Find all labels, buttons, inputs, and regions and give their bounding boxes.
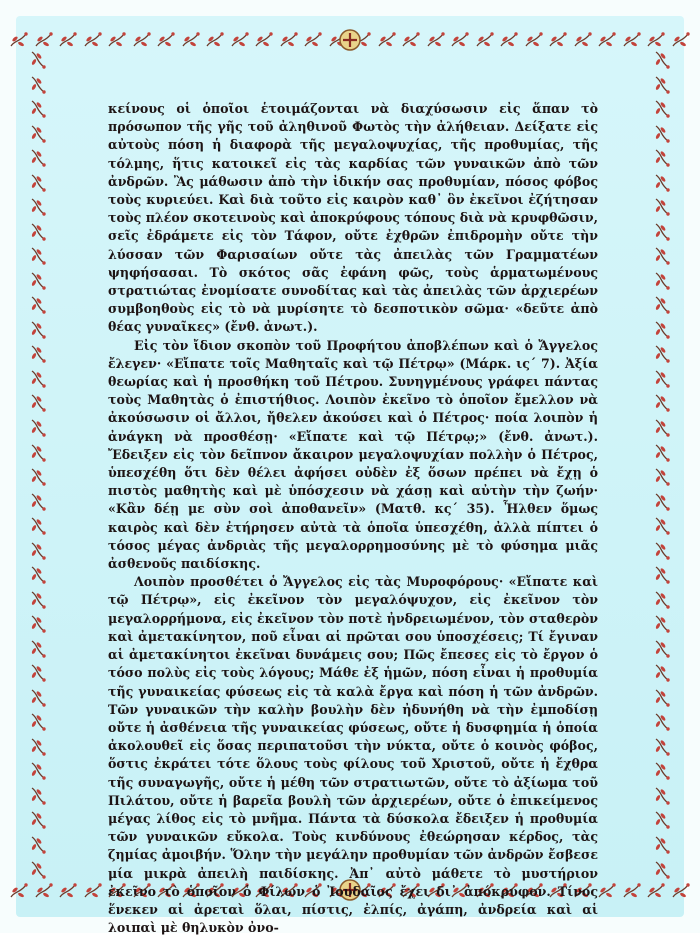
floral-vine-ornament-icon bbox=[27, 688, 49, 708]
floral-vine-ornament-icon bbox=[27, 124, 49, 144]
floral-vine-ornament-icon bbox=[651, 541, 673, 561]
floral-vine-ornament-icon bbox=[651, 712, 673, 732]
floral-vine-ornament-icon bbox=[106, 30, 128, 50]
floral-vine-ornament-icon bbox=[229, 30, 251, 50]
floral-vine-ornament-icon bbox=[27, 271, 49, 291]
floral-vine-ornament-icon bbox=[651, 369, 673, 389]
floral-vine-ornament-icon bbox=[27, 222, 49, 242]
floral-vine-ornament-icon bbox=[82, 30, 104, 50]
floral-vine-ornament-icon bbox=[651, 99, 673, 119]
floral-vine-ornament-icon bbox=[651, 590, 673, 610]
floral-vine-ornament-icon bbox=[645, 881, 667, 901]
floral-vine-ornament-icon bbox=[27, 99, 49, 119]
floral-vine-ornament-icon bbox=[8, 30, 30, 50]
floral-vine-ornament-icon bbox=[27, 860, 49, 880]
floral-vine-ornament-icon bbox=[27, 712, 49, 732]
floral-vine-ornament-icon bbox=[498, 30, 520, 50]
floral-vine-ornament-icon bbox=[425, 30, 447, 50]
floral-vine-ornament-icon bbox=[27, 786, 49, 806]
floral-vine-ornament-icon bbox=[651, 663, 673, 683]
floral-vine-ornament-icon bbox=[27, 197, 49, 217]
floral-vine-ornament-icon bbox=[27, 737, 49, 757]
floral-vine-ornament-icon bbox=[645, 30, 667, 50]
floral-vine-ornament-icon bbox=[651, 295, 673, 315]
floral-vine-ornament-icon bbox=[596, 30, 618, 50]
floral-vine-ornament-icon bbox=[651, 320, 673, 340]
floral-vine-ornament-icon bbox=[651, 835, 673, 855]
floral-vine-ornament-icon bbox=[204, 30, 226, 50]
floral-vine-ornament-icon bbox=[27, 565, 49, 585]
floral-vine-ornament-icon bbox=[57, 881, 79, 901]
floral-vine-ornament-icon bbox=[596, 881, 618, 901]
floral-vine-ornament-icon bbox=[651, 786, 673, 806]
floral-vine-ornament-icon bbox=[651, 492, 673, 512]
cross-medallion-icon bbox=[337, 27, 363, 53]
floral-vine-ornament-icon bbox=[131, 30, 153, 50]
floral-vine-ornament-icon bbox=[651, 418, 673, 438]
floral-vine-ornament-icon bbox=[27, 75, 49, 95]
paragraph: Λοιπὸν προσθέτει ὁ Ἄγγελος εἰς τὰς Μυροφόρους· «Εἴπατε καὶ τῷ Πέτρῳ», εἰς ἐκεῖνον τὸν μεγαλόψυχον, εἰς ἐκεῖνον τὸν μεγαλορρήμονα, εἰς ἐκεῖνον τὸν ποτὲ ἠνδρειωμένον, τὸν σταθερὸν καὶ ἀμετακίνητον, ποῦ εἶναι αἱ πρῶται σου ὑποσχέσεις; Τί ἔγιναν αἱ ἀμετακίνητοι ἐκεῖναι δυνάμεις σου; Πῶς ἔπεσες εἰς τὸ ἔργον ὁ τόσο πολὺς εἰς τοὺς λόγους; Μάθε ἐξ ἡμῶν, πόση εἶναι ἡ προθυμία τῆς γυναικείας φύσεως εἰς τὰ καλὰ ἔργα καὶ πόση ἡ τῶν ἀνδρῶν. Τῶν γυναικῶν τὴν καλὴν βουλὴν δὲν ἠδυνήθη νὰ τὴν ἐμποδίσῃ οὔτε ἡ ἀσθένεια τῆς γυναικείας φύσεως, οὔτε ἡ δυσφημία ἡ ὁποία ἀκολουθεῖ εἰς ὅσας περιπατοῦσι τὴν νύκτα, οὔτε ὁ κοινὸς φόβος, ὅστις ἐκράτει τότε ὅλους τοὺς φίλους τοῦ Χριστοῦ, οὔτε ἡ ἔχθρα τῆς συναγωγῆς, οὔτε ἡ μέθη τῶν στρατιωτῶν, οὔτε τὸ ἀξίωμα τοῦ Πιλάτου, οὔτε ἡ βαρεῖα βουλὴ τῶν ἀρχιερέων, οὔτε ὁ ἐπικείμενος μέγας λίθος εἰς τὸ μνῆμα. Πάντα τὰ δύσκολα ἔδειξεν ἡ προθυμία τῶν γυναικῶν εὔκολα. Τοὺς κινδύνους ἐθεώρησαν κέρδος, τὰς ζημίας ἀμοιβήν. Ὅλην τὴν μεγάλην προθυμίαν τῶν ἀνδρῶν ἔσβεσε μία μικρὰ ἀπειλὴ παιδίσκης. Ἀπ᾽ αὐτὸ μάθετε τὸ μυστήριον ἐκεῖνο τὸ ὁποῖον ὁ Φίλων ὁ Ἰουδαῖος ἔχει δι᾽ ἀπόκρυφον. Τίνος ἕνεκεν αἱ ἀρεταὶ ὅλαι, πίστις, ἐλπίς, ἀγάπη, ἀνδρεία καὶ αἱ λοιπαὶ μὲ θηλυκὸν ὀνο- bbox=[108, 574, 598, 936]
floral-vine-ornament-icon bbox=[651, 737, 673, 757]
floral-vine-ornament-icon bbox=[27, 418, 49, 438]
floral-vine-ornament-icon bbox=[449, 30, 471, 50]
floral-vine-ornament-icon bbox=[572, 30, 594, 50]
floral-vine-ornament-icon bbox=[27, 295, 49, 315]
floral-vine-ornament-icon bbox=[651, 197, 673, 217]
floral-vine-ornament-icon bbox=[27, 344, 49, 364]
floral-vine-ornament-icon bbox=[27, 614, 49, 634]
floral-vine-ornament-icon bbox=[651, 639, 673, 659]
floral-vine-ornament-icon bbox=[27, 369, 49, 389]
floral-vine-ornament-icon bbox=[651, 860, 673, 880]
floral-vine-ornament-icon bbox=[670, 30, 692, 50]
floral-vine-ornament-icon bbox=[27, 50, 49, 70]
floral-vine-ornament-icon bbox=[547, 30, 569, 50]
floral-vine-ornament-icon bbox=[651, 75, 673, 95]
floral-vine-ornament-icon bbox=[27, 246, 49, 266]
paragraph: κείνους οἱ ὁποῖοι ἑτοιμάζονται νὰ διαχύσωσιν εἰς ἅπαν τὸ πρόσωπον τῆς γῆς τοῦ ἀληθινοῦ Φωτὸς τὴν ἀλήθειαν. Δείξατε εἰς αὐτοὺς πόση ἡ διαφορὰ τῆς μεγαλοψυχίας, τῆς προθυμίας, τῆς τόλμης, ἥτις κατοικεῖ εἰς τὰς καρδίας τῶν γυναικῶν ἀπὸ τῶν ἀνδρῶν. Ἂς μάθωσιν ἀπὸ τὴν ἰδικήν σας προθυμίαν, πόσος φόβος τοὺς κυριεύει. Καὶ διὰ τοῦτο εἰς καιρὸν καθ᾽ ὃν ἐκεῖνοι ἐζήτησαν τοὺς πλέον σκοτεινοὺς καὶ ἀποκρύφους τόπους διὰ νὰ κρυφθῶσιν, σεῖς ἐδράμετε εἰς τὸν Τάφον, οὔτε ἐχθρῶν ἐπιδρομὴν οὔτε τὴν λύσσαν τῶν Φαρισαίων οὔτε τὰς ἀπειλὰς τῶν Γραμματέων ψηφήσασαι. Τὸ σκότος σᾶς ἐφάνη φῶς, τοὺς ἁρματωμένους στρατιώτας ἐνομίσατε συνοδίτας καὶ τὰς ἀπειλὰς τῶν ἀρχιερέων συμβοηθοὺς εἰς τὸ νὰ μυρίσητε τὸ δεσποτικὸν σῶμα· «δεῦτε ἀπὸ θέας γυναῖκες» (ἔνθ. ἀνωτ.). bbox=[108, 101, 598, 335]
floral-vine-ornament-icon bbox=[27, 467, 49, 487]
floral-vine-ornament-icon bbox=[27, 810, 49, 830]
floral-vine-ornament-icon bbox=[27, 492, 49, 512]
floral-vine-ornament-icon bbox=[651, 124, 673, 144]
floral-vine-ornament-icon bbox=[651, 344, 673, 364]
floral-vine-ornament-icon bbox=[651, 565, 673, 585]
floral-vine-ornament-icon bbox=[27, 443, 49, 463]
paragraph: Εἰς τὸν ἴδιον σκοπὸν τοῦ Προφήτου ἀποβλέπων καὶ ὁ Ἄγγελος ἔλεγεν· «Εἴπατε τοῖς Μαθηταῖς καὶ τῷ Πέτρῳ» (Μάρκ. ις´ 7). Ἀξία θεωρίας καὶ ἡ προσθήκη τοῦ Πέτρου. Συνηγμένους γράφει πάντας τοὺς Μαθητὰς ὁ ἐπιστήθιος. Λοιπὸν ἐκεῖνο τὸ ὁποῖον ἔμελλον νὰ ἀκούσωσιν οἱ ἄλλοι, ἤθελεν ἀκούσει καὶ ὁ Πέτρος· ποία λοιπὸν ἡ ἀνάγκη νὰ προσθέσῃ· «Εἴπατε καὶ τῷ Πέτρῳ;» (ἔνθ. ἀνωτ.). Ἔδειξεν εἰς τὸν δεῖπνον ἄκαιρον μεγαλοψυχίαν πολλὴν ὁ Πέτρος, ὑπεσχέθη ὅτι δὲν θέλει ἀφήσει οὐδὲν ἐξ ὅσων πρέπει νὰ ἔχῃ ὁ πιστὸς μαθητὴς καὶ μὲ ὑπόσχεσιν νὰ χάσῃ καὶ αὐτὴν τὴν ζωήν· «Κἂν δέῃ με σὺν σοὶ ἀποθανεῖν» (Ματθ. κς´ 35). Ἦλθεν ὅμως καιρὸς καὶ δὲν ἐτήρησεν αὐτὰ τὰ ὁποῖα ὑπεσχέθη, ἀλλὰ πίπτει ὁ τόσος μέγας ἀνδριὰς τῆς μεγαλορρημοσύνης μὲ τὸ φύσημα μιᾶς ἀσθενοῦς παιδίσκης. bbox=[108, 337, 598, 572]
floral-vine-ornament-icon bbox=[253, 30, 275, 50]
floral-vine-ornament-icon bbox=[180, 30, 202, 50]
floral-vine-ornament-icon bbox=[670, 881, 692, 901]
right-border bbox=[650, 50, 674, 880]
floral-vine-ornament-icon bbox=[155, 30, 177, 50]
floral-vine-ornament-icon bbox=[27, 590, 49, 610]
floral-vine-ornament-icon bbox=[27, 173, 49, 193]
floral-vine-ornament-icon bbox=[523, 30, 545, 50]
floral-vine-ornament-icon bbox=[27, 320, 49, 340]
floral-vine-ornament-icon bbox=[651, 467, 673, 487]
floral-vine-ornament-icon bbox=[8, 881, 30, 901]
floral-vine-ornament-icon bbox=[33, 881, 55, 901]
floral-vine-ornament-icon bbox=[27, 639, 49, 659]
floral-vine-ornament-icon bbox=[651, 516, 673, 536]
floral-vine-ornament-icon bbox=[651, 50, 673, 70]
floral-vine-ornament-icon bbox=[651, 810, 673, 830]
floral-vine-ornament-icon bbox=[27, 663, 49, 683]
floral-vine-ornament-icon bbox=[278, 30, 300, 50]
floral-vine-ornament-icon bbox=[376, 30, 398, 50]
floral-vine-ornament-icon bbox=[651, 688, 673, 708]
floral-vine-ornament-icon bbox=[302, 30, 324, 50]
floral-vine-ornament-icon bbox=[82, 881, 104, 901]
floral-vine-ornament-icon bbox=[57, 30, 79, 50]
floral-vine-ornament-icon bbox=[651, 614, 673, 634]
floral-vine-ornament-icon bbox=[651, 443, 673, 463]
floral-vine-ornament-icon bbox=[651, 761, 673, 781]
floral-vine-ornament-icon bbox=[651, 271, 673, 291]
floral-vine-ornament-icon bbox=[651, 173, 673, 193]
body-text bbox=[108, 100, 598, 937]
floral-vine-ornament-icon bbox=[400, 30, 422, 50]
floral-vine-ornament-icon bbox=[27, 516, 49, 536]
floral-vine-ornament-icon bbox=[621, 30, 643, 50]
floral-vine-ornament-icon bbox=[33, 30, 55, 50]
floral-vine-ornament-icon bbox=[27, 393, 49, 413]
floral-vine-ornament-icon bbox=[27, 761, 49, 781]
left-border bbox=[26, 50, 50, 880]
floral-vine-ornament-icon bbox=[651, 148, 673, 168]
floral-vine-ornament-icon bbox=[651, 393, 673, 413]
floral-vine-ornament-icon bbox=[474, 30, 496, 50]
floral-vine-ornament-icon bbox=[27, 541, 49, 561]
floral-vine-ornament-icon bbox=[621, 881, 643, 901]
floral-vine-ornament-icon bbox=[27, 835, 49, 855]
floral-vine-ornament-icon bbox=[651, 222, 673, 242]
floral-vine-ornament-icon bbox=[651, 246, 673, 266]
floral-vine-ornament-icon bbox=[27, 148, 49, 168]
